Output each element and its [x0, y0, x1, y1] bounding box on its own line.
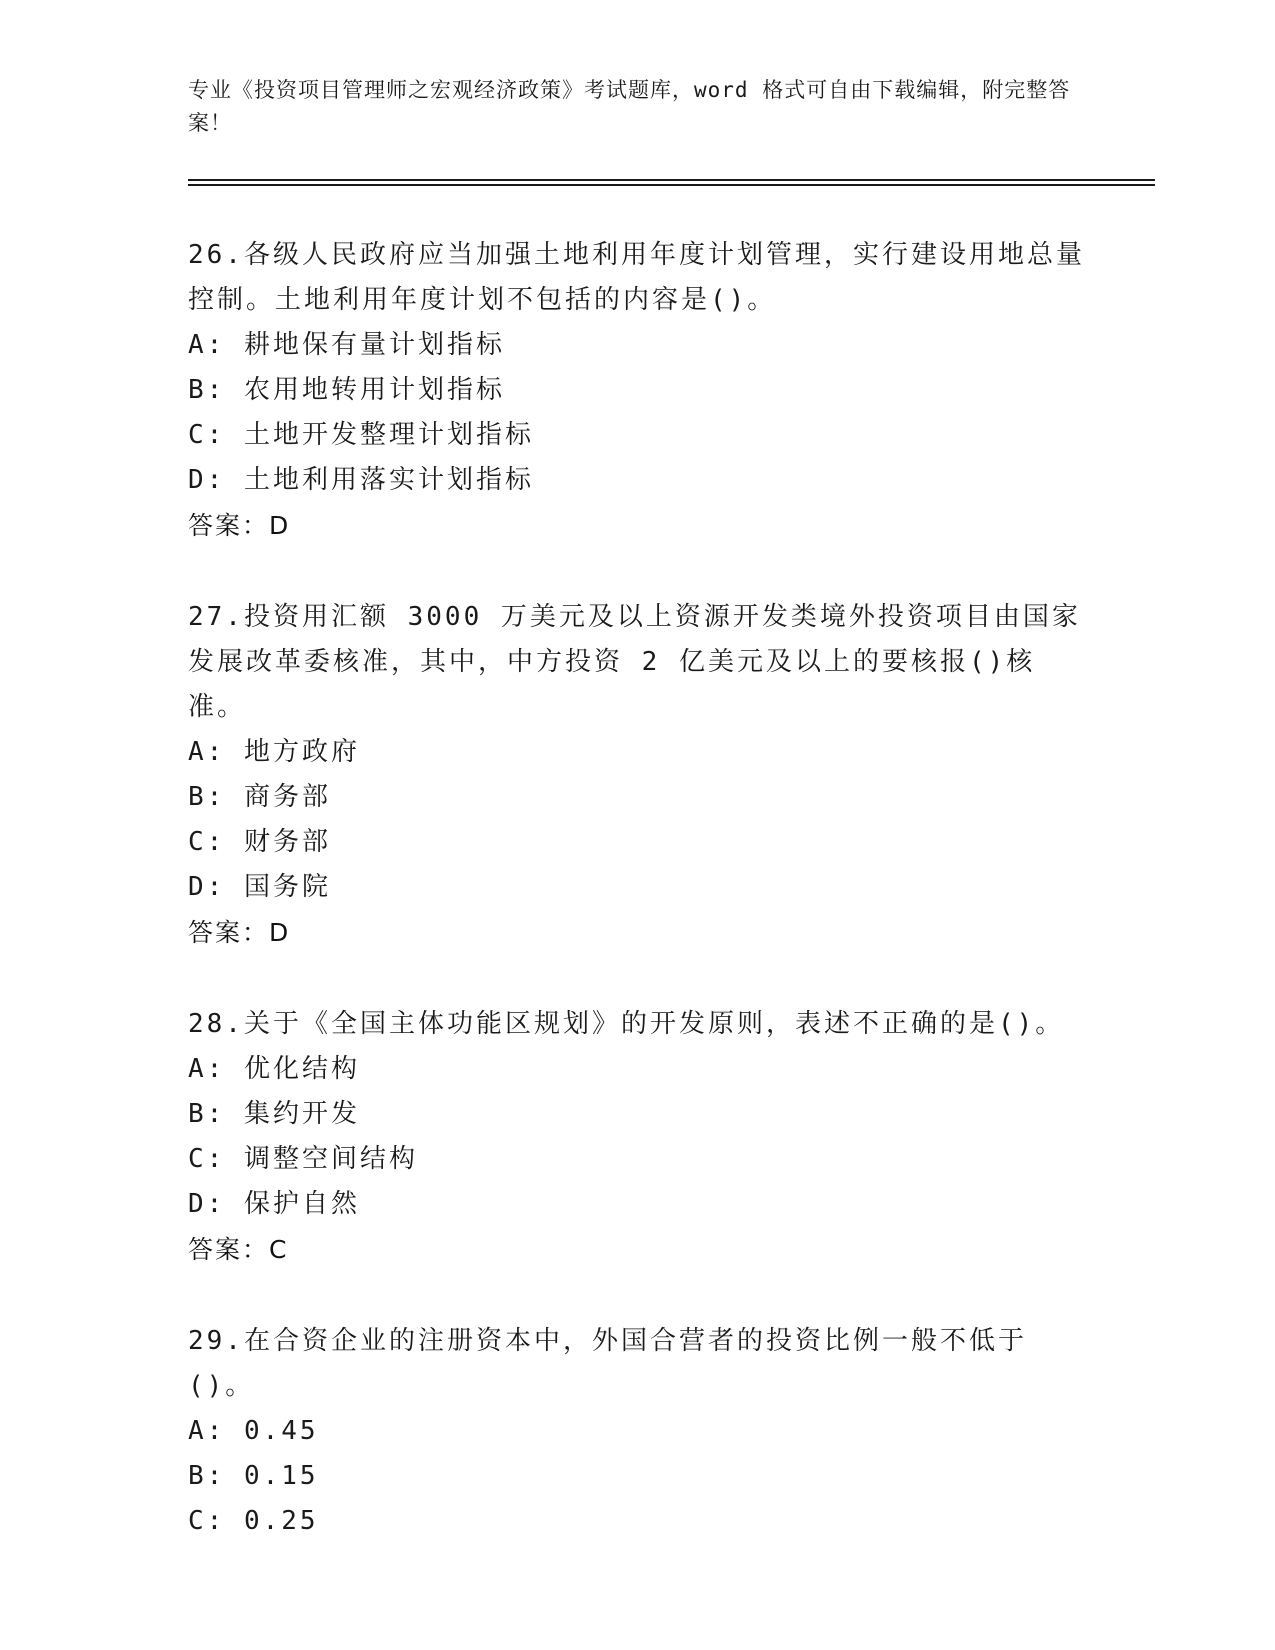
- question-28: [188, 1002, 1088, 1272]
- answer-label: 答案：D: [188, 511, 291, 540]
- header-divider: [188, 179, 1155, 187]
- option-b: B: 0.15: [188, 1461, 319, 1491]
- option-c: C: 调整空间结构: [188, 1144, 418, 1174]
- option-d: D: 保护自然: [188, 1189, 360, 1219]
- question-list: [188, 233, 1088, 1591]
- option-b: B: 农用地转用计划指标: [188, 375, 505, 405]
- answer-label: 答案：D: [188, 918, 291, 947]
- option-a: A: 优化结构: [188, 1054, 360, 1084]
- question-26: [188, 233, 1088, 548]
- option-c: C: 土地开发整理计划指标: [188, 420, 534, 450]
- question-stem: 27.投资用汇额 3000 万美元及以上资源开发类境外投资项目由国家发展改革委核准，其中，中方投资 2 亿美元及以上的要核报()核准。: [188, 602, 1081, 722]
- option-d: D: 国务院: [188, 872, 331, 902]
- option-d: D: 土地利用落实计划指标: [188, 465, 534, 495]
- question-stem: 28.关于《全国主体功能区规划》的开发原则，表述不正确的是()。: [188, 1009, 1065, 1039]
- document-header: 专业《投资项目管理师之宏观经济政策》考试题库，word 格式可自由下载编辑，附完整答案！: [188, 78, 1071, 135]
- option-b: B: 集约开发: [188, 1099, 360, 1129]
- answer-label: 答案：C: [188, 1235, 289, 1264]
- option-b: B: 商务部: [188, 782, 331, 812]
- option-a: A: 耕地保有量计划指标: [188, 330, 505, 360]
- divider-line-bottom: [188, 184, 1155, 186]
- question-29: [188, 1319, 1088, 1544]
- question-stem: 29.在合资企业的注册资本中，外国合营者的投资比例一般不低于()。: [188, 1326, 1027, 1401]
- option-c: C: 财务部: [188, 827, 331, 857]
- divider-line-top: [188, 179, 1155, 181]
- option-c: C: 0.25: [188, 1506, 319, 1536]
- option-a: A: 0.45: [188, 1416, 319, 1446]
- question-27: [188, 595, 1088, 955]
- option-a: A: 地方政府: [188, 737, 360, 767]
- question-stem: 26.各级人民政府应当加强土地利用年度计划管理，实行建设用地总量控制。土地利用年度计划不包括的内容是()。: [188, 240, 1085, 315]
